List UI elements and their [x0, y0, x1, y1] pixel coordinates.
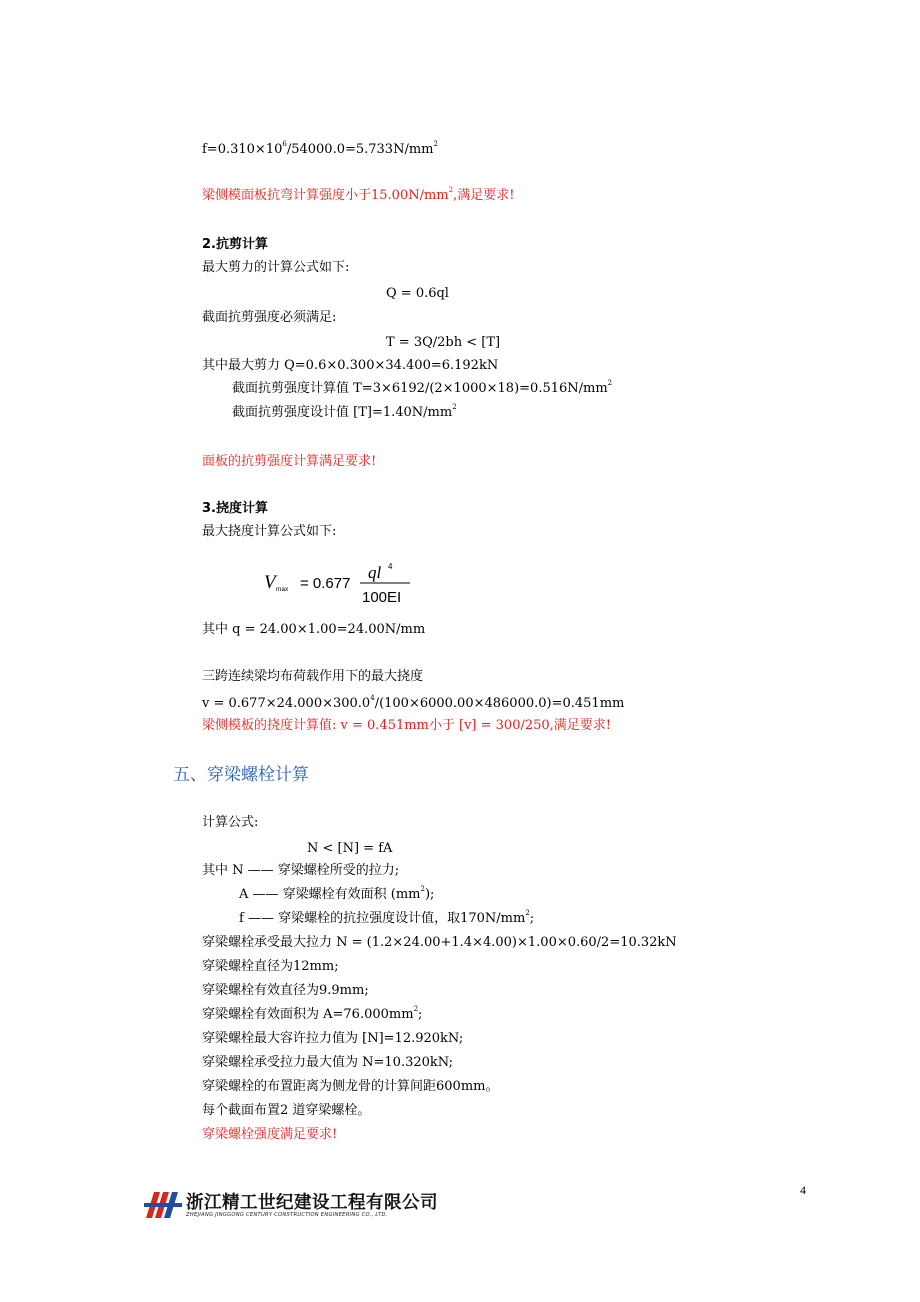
bending-conclusion: 梁侧模面板抗弯计算强度小于$15.00N/mm^2$,满足要求! [202, 186, 515, 203]
company-name-en: ZHEJIANG JINGGONG CENTURY CONSTRUCTION ENGINEERING CO., LTD. [186, 1212, 388, 1218]
shear-formula-1: Q = 0.6ql [386, 286, 449, 301]
company-emblem-icon [144, 1188, 184, 1224]
bolt-def-n: 其中 N —— 穿梁螺栓所受的拉力; [202, 863, 400, 878]
shear-formula-2: T = 3Q/2bh < [T] [386, 335, 501, 350]
company-logo [144, 1186, 444, 1226]
bolt-diameter: 穿梁螺栓直径为12mm; [202, 959, 339, 974]
shear-title: 2.抗剪计算 [202, 237, 268, 252]
shear-max-force: 其中最大剪力 Q=0.6×0.300×34.400=6.192kN [202, 358, 499, 373]
bolt-formula: N < [N] = fA [307, 841, 393, 856]
bolt-max-load: 穿梁螺栓承受拉力最大值为 N=10.320kN; [202, 1055, 454, 1070]
shear-conclusion: 面板的抗剪强度计算满足要求! [202, 454, 377, 469]
deflection-q-line: 其中 q = 24.00×1.00=24.00N/mm [202, 622, 426, 637]
section-5-heading: 五、穿梁螺栓计算 [173, 765, 309, 785]
bolt-per-section: 每个截面布置2 道穿梁螺栓。 [202, 1103, 371, 1118]
formula-sub: max [276, 586, 289, 593]
bolt-conclusion: 穿梁螺栓强度满足要求! [202, 1127, 338, 1142]
deflection-formula [262, 560, 422, 608]
deflection-conclusion: 梁侧模板的挠度计算值: v = 0.451mm小于 [v] = 300/250,满足要求! [202, 718, 612, 733]
formula-coef: = 0.677 [300, 575, 351, 592]
bolt-allowable: 穿梁螺栓最大容许拉力值为 [N]=12.920kN; [202, 1031, 464, 1046]
formula-lhs: V [264, 572, 276, 593]
deflection-intro: 最大挠度计算公式如下: [202, 524, 337, 539]
formula-numerator: ql [368, 563, 382, 582]
shear-intro: 最大剪力的计算公式如下: [202, 260, 350, 275]
bolt-effective-diameter: 穿梁螺栓有效直径为9.9mm; [202, 983, 369, 998]
shear-calc-value: 截面抗剪强度计算值 $T=3\times 6192/(2\times 1000\times 18)=0.516N/mm^2$ [232, 379, 613, 396]
bolt-spacing: 穿梁螺栓的布置距离为侧龙骨的计算间距600mm。 [202, 1079, 499, 1094]
page-number: 4 [800, 1183, 806, 1197]
shear-requirement: 截面抗剪强度必须满足: [202, 310, 337, 325]
bolt-def-f: f —— 穿梁螺栓的抗拉强度设计值，取$170N/mm^2$; [239, 909, 535, 926]
shear-design-value: 截面抗剪强度设计值 $[T]=1.40N/mm^2$ [232, 403, 457, 420]
bolt-max-tension: 穿梁螺栓承受最大拉力 N = (1.2×24.00+1.4×4.00)×1.00×0.60/2=10.32kN [202, 935, 677, 950]
deflection-v-line: $v = 0.677\times 24.000\times 300.0^4/(100\times 6000.00\times 486000.0)=0.451mm$ [202, 694, 625, 711]
company-name: 浙江精工世纪建设工程有限公司 [186, 1193, 438, 1213]
deflection-desc: 三跨连续梁均布荷载作用下的最大挠度 [202, 669, 424, 684]
bolt-def-a: A —— 穿梁螺栓有效面积 $(mm^2)$; [239, 885, 435, 902]
bending-f-line: $f=0.310\times 10^6/54000.0=5.733N/mm^2$ [202, 140, 438, 157]
formula-denominator: 100EI [362, 589, 402, 606]
bolt-formula-label: 计算公式: [202, 815, 259, 830]
bolt-effective-area: 穿梁螺栓有效面积为 $A=76.000mm^2$; [202, 1005, 423, 1022]
deflection-title: 3.挠度计算 [202, 501, 268, 516]
formula-numerator-power: 4 [388, 562, 393, 571]
